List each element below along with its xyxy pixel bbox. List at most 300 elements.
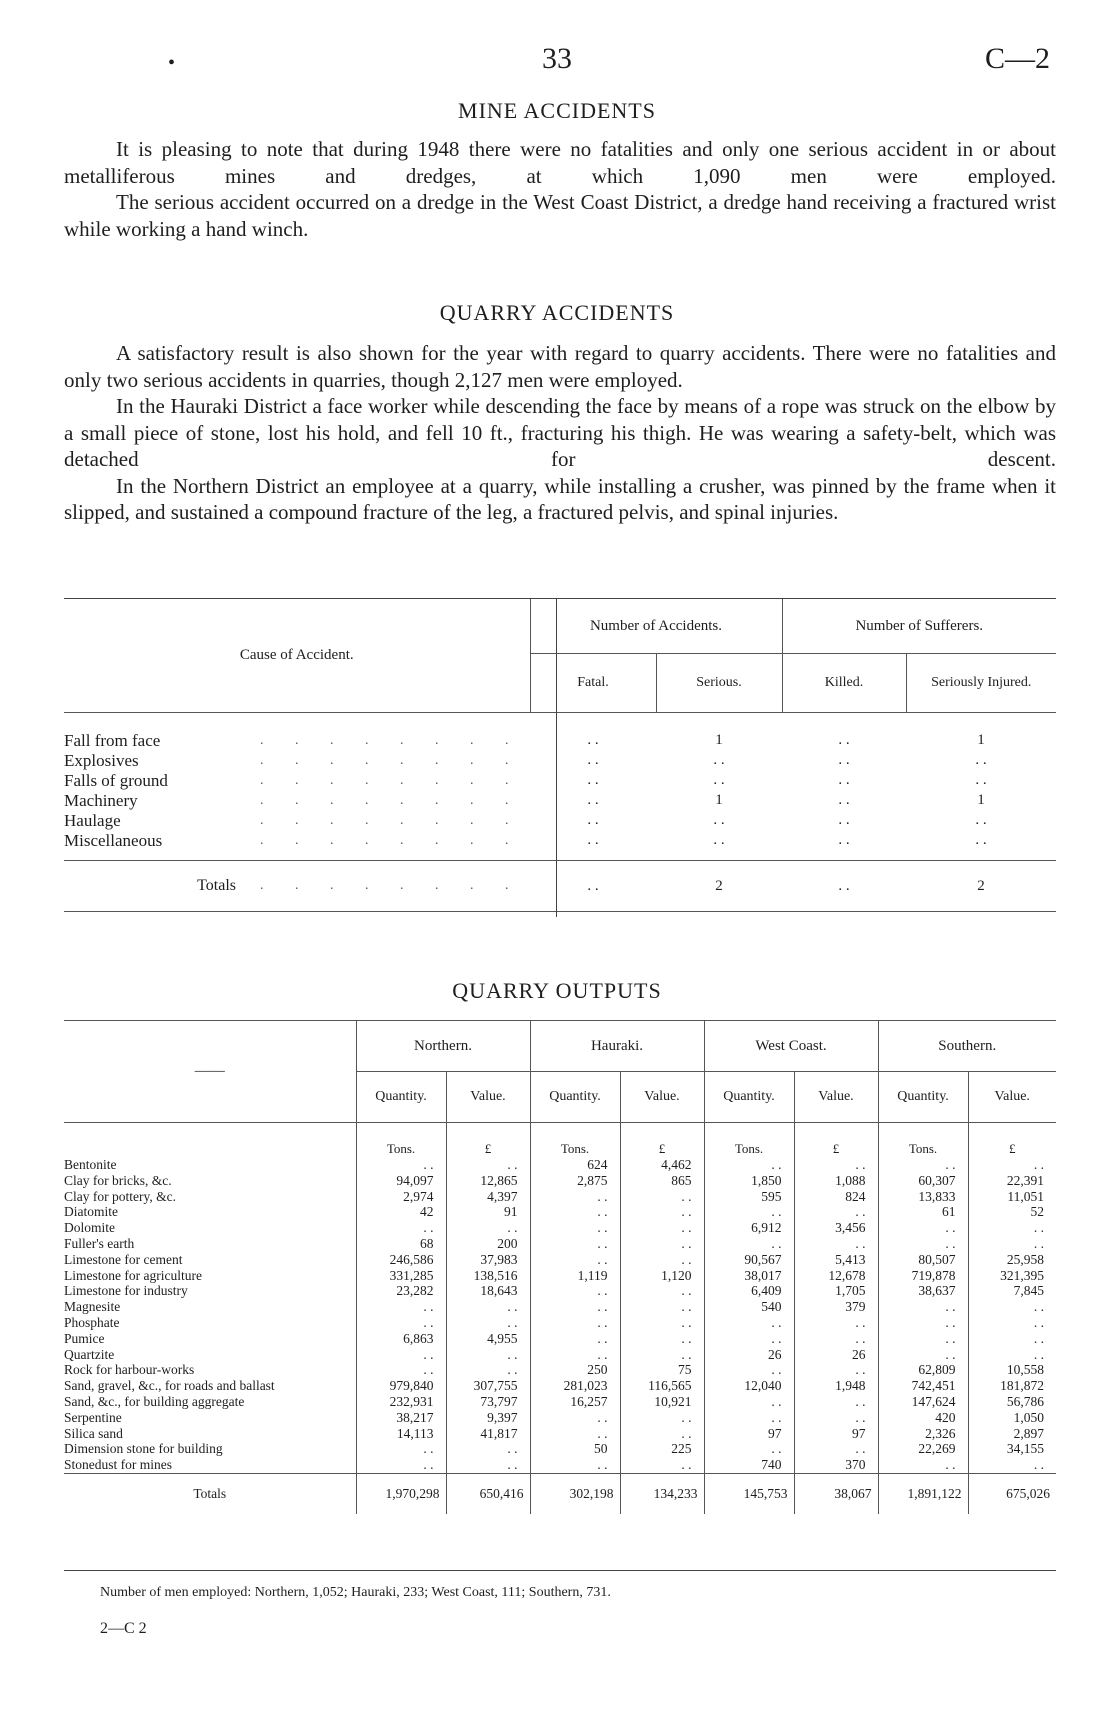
- cell: 719,878: [878, 1268, 968, 1284]
- cell: . .: [794, 1331, 878, 1347]
- signature-mark: 2—C 2: [100, 1620, 147, 1637]
- total-cell: 134,233: [620, 1473, 704, 1514]
- cell: 1,948: [794, 1378, 878, 1394]
- material-label: Limestone for agriculture: [64, 1268, 356, 1284]
- cause-label: Machinery: [64, 790, 138, 810]
- cell: 12,865: [446, 1173, 530, 1189]
- cell: . .: [530, 1283, 620, 1299]
- quantity-header: Quantity.: [878, 1072, 968, 1123]
- leader-dots: . . . . . . . .: [260, 878, 523, 893]
- region-header-hauraki: Hauraki.: [530, 1021, 704, 1072]
- cell: . .: [620, 1189, 704, 1205]
- cell: 52: [968, 1204, 1056, 1220]
- cause-label: Explosives: [64, 750, 139, 770]
- unit-pounds: £: [794, 1123, 878, 1158]
- cell: 595: [704, 1189, 794, 1205]
- cell: . .: [878, 1347, 968, 1363]
- column-rule: [556, 599, 557, 917]
- table-row: [64, 1410, 1056, 1426]
- region-header-southern: Southern.: [878, 1021, 1056, 1072]
- cell: . .: [620, 1426, 704, 1442]
- cell: 97: [794, 1426, 878, 1442]
- cell: 62,809: [878, 1362, 968, 1378]
- cell: 94,097: [396, 1172, 434, 1188]
- leader-dots: . . . . . . . .: [260, 792, 523, 808]
- cell: . .: [794, 1204, 878, 1220]
- cell: . .: [423, 1457, 434, 1473]
- table-row: [64, 1441, 1056, 1457]
- series-code: C—2: [984, 42, 1050, 75]
- cell: . .: [704, 1331, 794, 1347]
- cell: . .: [968, 1347, 1056, 1363]
- sufferers-group-header: Number of Sufferers.: [782, 599, 1056, 654]
- totals-row: [64, 861, 1056, 912]
- cell: 200: [446, 1236, 530, 1252]
- cell: 865: [620, 1173, 704, 1189]
- cell: 824: [794, 1189, 878, 1205]
- cell: 42: [420, 1204, 434, 1220]
- cell: . .: [968, 1220, 1056, 1236]
- cell: 1: [715, 732, 723, 748]
- cell: . .: [794, 1157, 878, 1173]
- killed-header: Killed.: [782, 654, 906, 713]
- cell: 4,397: [446, 1189, 530, 1205]
- cell: . .: [838, 792, 850, 808]
- cell: 11,051: [968, 1189, 1056, 1205]
- fatal-header: Fatal.: [577, 675, 609, 690]
- unit-tons: Tons.: [704, 1123, 794, 1158]
- cell: . .: [620, 1331, 704, 1347]
- leader-dots: . . . . . . . .: [260, 732, 523, 748]
- cell: . .: [620, 1347, 704, 1363]
- accident-table: [64, 599, 1056, 912]
- cell: . .: [968, 1299, 1056, 1315]
- cell: . .: [794, 1236, 878, 1252]
- material-label: Clay for pottery, &c.: [64, 1189, 356, 1205]
- cell: . .: [530, 1457, 620, 1473]
- corner-header: ——: [64, 1021, 356, 1123]
- cell: 6,409: [704, 1283, 794, 1299]
- table-row: [64, 1457, 1056, 1473]
- cell: 250: [530, 1362, 620, 1378]
- cell: . .: [794, 1394, 878, 1410]
- cell: . .: [446, 1299, 530, 1315]
- outputs-table: [64, 1020, 1056, 1514]
- cell: 23,282: [396, 1283, 434, 1299]
- cell: 5,413: [794, 1252, 878, 1268]
- cell: . .: [794, 1315, 878, 1331]
- cell: . .: [423, 1314, 434, 1330]
- region-header-northern: Northern.: [356, 1021, 530, 1072]
- cell: . .: [968, 1157, 1056, 1173]
- paragraph: The serious accident occurred on a dredge in the West Coast District, a dredge hand receiving a fractured wrist while working a hand winch.: [64, 190, 1056, 241]
- cell: . .: [530, 1299, 620, 1315]
- cell: . .: [587, 812, 599, 828]
- cell: 1,119: [530, 1268, 620, 1284]
- cell: 38,017: [704, 1268, 794, 1284]
- cell: 2: [715, 877, 723, 894]
- cell: 75: [620, 1362, 704, 1378]
- material-label: Silica sand: [64, 1426, 356, 1442]
- cell: . .: [446, 1220, 530, 1236]
- cell: . .: [704, 1315, 794, 1331]
- cell: . .: [794, 1441, 878, 1457]
- cell: . .: [587, 792, 599, 808]
- cell: 50: [530, 1441, 620, 1457]
- cell: . .: [878, 1220, 968, 1236]
- cell: 281,023: [530, 1378, 620, 1394]
- total-cell: 650,416: [446, 1473, 530, 1514]
- cell: . .: [838, 877, 850, 894]
- table-row: [64, 751, 1056, 771]
- totals-label: Totals: [64, 1473, 356, 1514]
- cell: 420: [878, 1410, 968, 1426]
- leader-dots: . . . . . . . .: [260, 772, 523, 788]
- material-label: Dimension stone for building: [64, 1441, 356, 1457]
- cell: 4,955: [446, 1331, 530, 1347]
- cell: 26: [794, 1347, 878, 1363]
- cell: . .: [975, 772, 987, 788]
- cell: . .: [530, 1315, 620, 1331]
- material-label: Diatomite: [64, 1204, 356, 1220]
- cell: 6,863: [403, 1330, 434, 1346]
- table-row: [64, 1283, 1056, 1299]
- cell: . .: [530, 1236, 620, 1252]
- cell: . .: [446, 1347, 530, 1363]
- table-row: [64, 1331, 1056, 1347]
- cell: 307,755: [446, 1378, 530, 1394]
- table-row: [64, 1220, 1056, 1236]
- cell: . .: [838, 752, 850, 768]
- cell: 246,586: [389, 1251, 434, 1267]
- cell: 7,845: [968, 1283, 1056, 1299]
- material-label: Magnesite: [64, 1299, 356, 1315]
- cell: 80,507: [878, 1252, 968, 1268]
- cell: . .: [968, 1315, 1056, 1331]
- unit-pounds: £: [446, 1123, 530, 1158]
- cell: 1,050: [968, 1410, 1056, 1426]
- cell: 60,307: [878, 1173, 968, 1189]
- cell: . .: [620, 1252, 704, 1268]
- cell: 73,797: [446, 1394, 530, 1410]
- value-header: Value.: [968, 1072, 1056, 1123]
- cell: 9,397: [446, 1410, 530, 1426]
- cell: 38,637: [878, 1283, 968, 1299]
- cell: . .: [530, 1410, 620, 1426]
- cell: 12,040: [704, 1378, 794, 1394]
- table-row: [64, 1315, 1056, 1331]
- cell: . .: [530, 1220, 620, 1236]
- cell: 97: [704, 1426, 794, 1442]
- cause-label: Falls of ground: [64, 770, 168, 790]
- table-row: [64, 1236, 1056, 1252]
- cell: . .: [446, 1362, 530, 1378]
- table-row: [64, 1189, 1056, 1205]
- cause-header: Cause of Accident.: [64, 599, 530, 713]
- cell: 116,565: [620, 1378, 704, 1394]
- paragraph: In the Northern District an employee at a quarry, while installing a crusher, was pinned by the frame when it slipped, and sustained a compound fracture of the leg, a fractured pelvis, and spinal injuries.: [64, 473, 1056, 524]
- cell: . .: [794, 1362, 878, 1378]
- cell: 25,958: [968, 1252, 1056, 1268]
- cell: 10,558: [968, 1362, 1056, 1378]
- quantity-header: Quantity.: [356, 1072, 446, 1123]
- cell: 742,451: [878, 1378, 968, 1394]
- cell: 10,921: [620, 1394, 704, 1410]
- cell: 2,897: [968, 1426, 1056, 1442]
- cell: 740: [704, 1457, 794, 1473]
- region-header-west-coast: West Coast.: [704, 1021, 878, 1072]
- cell: . .: [713, 772, 725, 788]
- cell: . .: [968, 1331, 1056, 1347]
- cell: 979,840: [389, 1378, 434, 1394]
- material-label: Dolomite: [64, 1220, 356, 1236]
- quantity-header: Quantity.: [704, 1072, 794, 1123]
- cell: 1: [715, 792, 723, 808]
- material-label: Limestone for industry: [64, 1283, 356, 1299]
- table-row: [64, 731, 1056, 751]
- cell: . .: [587, 772, 599, 788]
- cell: . .: [968, 1236, 1056, 1252]
- cell: . .: [620, 1410, 704, 1426]
- cell: . .: [968, 1457, 1056, 1473]
- cell: 1,120: [620, 1268, 704, 1284]
- cell: 540: [704, 1299, 794, 1315]
- value-header: Value.: [794, 1072, 878, 1123]
- material-label: Bentonite: [64, 1157, 356, 1173]
- table-row: [64, 1268, 1056, 1284]
- total-cell: 38,067: [794, 1473, 878, 1514]
- mine-accidents-text: [64, 136, 1056, 242]
- serious-header: Serious.: [656, 654, 782, 713]
- cell: 2,875: [530, 1173, 620, 1189]
- table-row: [64, 1204, 1056, 1220]
- table-row: [64, 1394, 1056, 1410]
- cell: 181,872: [968, 1378, 1056, 1394]
- cell: . .: [704, 1236, 794, 1252]
- total-cell: 302,198: [530, 1473, 620, 1514]
- cell: 3,456: [794, 1220, 878, 1236]
- table-row: [64, 1299, 1056, 1315]
- cell: 321,395: [968, 1268, 1056, 1284]
- cell: . .: [530, 1189, 620, 1205]
- cause-label: Miscellaneous: [64, 830, 163, 850]
- cell: 22,391: [968, 1173, 1056, 1189]
- cause-label: Haulage: [64, 810, 121, 830]
- cell: . .: [878, 1331, 968, 1347]
- material-label: Sand, gravel, &c., for roads and ballast: [64, 1378, 356, 1394]
- cell: . .: [587, 732, 599, 748]
- cell: . .: [704, 1394, 794, 1410]
- cell: . .: [704, 1204, 794, 1220]
- cell: . .: [704, 1441, 794, 1457]
- cell: . .: [423, 1299, 434, 1315]
- cell: . .: [446, 1441, 530, 1457]
- cell: . .: [704, 1410, 794, 1426]
- cell: . .: [713, 812, 725, 828]
- cell: 68: [420, 1235, 434, 1251]
- paragraph: It is pleasing to note that during 1948 there were no fatalities and only one serious accident in or about metalliferous mines and dredges, at which 1,090 men were employed.: [64, 137, 1056, 188]
- table-row: [64, 831, 1056, 851]
- material-label: Sand, &c., for building aggregate: [64, 1394, 356, 1410]
- material-label: Clay for bricks, &c.: [64, 1173, 356, 1189]
- cell: . .: [878, 1457, 968, 1473]
- cell: . .: [423, 1441, 434, 1457]
- cell: 2: [977, 877, 985, 894]
- cell: 90,567: [704, 1252, 794, 1268]
- unit-pounds: £: [620, 1123, 704, 1158]
- cell: . .: [587, 877, 599, 894]
- cell: . .: [620, 1299, 704, 1315]
- cell: 12,678: [794, 1268, 878, 1284]
- mine-accidents-heading: MINE ACCIDENTS: [458, 98, 656, 123]
- cell: 1,850: [704, 1173, 794, 1189]
- cell: 16,257: [530, 1394, 620, 1410]
- cell: 34,155: [968, 1441, 1056, 1457]
- leader-dots: . . . . . . . .: [260, 812, 523, 828]
- material-label: Serpentine: [64, 1410, 356, 1426]
- cell: 38,217: [396, 1409, 434, 1425]
- cell: . .: [620, 1315, 704, 1331]
- men-employed-note: Number of men employed: Northern, 1,052; Hauraki, 233; West Coast, 111; Southern, 731.: [100, 1585, 611, 1600]
- page-header: [0, 38, 1114, 78]
- cause-label: Fall from face: [64, 730, 161, 750]
- material-label: Stonedust for mines: [64, 1457, 356, 1473]
- cell: 331,285: [389, 1267, 434, 1283]
- cell: 37,983: [446, 1252, 530, 1268]
- leader-dots: . . . . . . . .: [260, 832, 523, 848]
- cell: . .: [704, 1362, 794, 1378]
- cell: 1: [977, 732, 985, 748]
- material-label: Rock for harbour-works: [64, 1362, 356, 1378]
- cell: . .: [530, 1204, 620, 1220]
- cell: 61: [878, 1204, 968, 1220]
- cell: . .: [794, 1410, 878, 1426]
- cell: 41,817: [446, 1426, 530, 1442]
- cell: . .: [704, 1157, 794, 1173]
- material-label: Phosphate: [64, 1315, 356, 1331]
- paragraph: A satisfactory result is also shown for the year with regard to quarry accidents. There were no fatalities and only two serious accidents in quarries, though 2,127 men were employed.: [64, 341, 1056, 392]
- cell: 4,462: [620, 1157, 704, 1173]
- cell: . .: [838, 772, 850, 788]
- cell: . .: [878, 1236, 968, 1252]
- quantity-header: Quantity.: [530, 1072, 620, 1123]
- accidents-group-header: Number of Accidents.: [530, 599, 782, 654]
- cell: 379: [794, 1299, 878, 1315]
- material-label: Fuller's earth: [64, 1236, 356, 1252]
- totals-label: Totals: [197, 877, 236, 894]
- totals-row: [64, 1473, 1056, 1514]
- table-row: [64, 1362, 1056, 1378]
- unit-pounds: £: [968, 1123, 1056, 1158]
- material-label: Pumice: [64, 1331, 356, 1347]
- cell: . .: [878, 1157, 968, 1173]
- cell: 232,931: [389, 1393, 434, 1409]
- cell: . .: [620, 1457, 704, 1473]
- unit-tons: Tons.: [386, 1141, 416, 1156]
- table-row: [64, 1173, 1056, 1189]
- cell: 2,974: [403, 1188, 434, 1204]
- cell: 18,643: [446, 1283, 530, 1299]
- total-cell: 675,026: [968, 1473, 1056, 1514]
- quarry-accidents-text: [64, 340, 1056, 526]
- cell: . .: [446, 1157, 530, 1173]
- cell: . .: [878, 1315, 968, 1331]
- table-row: [64, 1426, 1056, 1442]
- cell: 91: [446, 1204, 530, 1220]
- table-row: [64, 791, 1056, 811]
- value-header: Value.: [446, 1072, 530, 1123]
- table-bottom-rule: [64, 1570, 1056, 1571]
- cell: . .: [446, 1315, 530, 1331]
- cell: 370: [794, 1457, 878, 1473]
- cell: . .: [975, 832, 987, 848]
- cell: . .: [975, 752, 987, 768]
- cell: . .: [530, 1426, 620, 1442]
- cell: . .: [423, 1346, 434, 1362]
- cell: 138,516: [446, 1268, 530, 1284]
- cell: . .: [530, 1331, 620, 1347]
- cell: . .: [620, 1283, 704, 1299]
- page-mark: •: [168, 52, 176, 74]
- table-row: [64, 1157, 1056, 1173]
- cell: . .: [423, 1362, 434, 1378]
- cell: . .: [713, 832, 725, 848]
- cell: . .: [975, 812, 987, 828]
- cell: . .: [423, 1220, 434, 1236]
- cell: . .: [446, 1457, 530, 1473]
- table-row: [64, 771, 1056, 791]
- cell: 6,912: [704, 1220, 794, 1236]
- cell: 147,624: [878, 1394, 968, 1410]
- cell: . .: [620, 1220, 704, 1236]
- total-cell: 145,753: [704, 1473, 794, 1514]
- cell: . .: [587, 752, 599, 768]
- material-label: Limestone for cement: [64, 1252, 356, 1268]
- total-cell: 1,970,298: [356, 1473, 446, 1514]
- table-row: [64, 811, 1056, 831]
- value-header: Value.: [620, 1072, 704, 1123]
- cell: . .: [878, 1299, 968, 1315]
- cell: . .: [530, 1252, 620, 1268]
- cell: . .: [620, 1204, 704, 1220]
- cell: 13,833: [878, 1189, 968, 1205]
- cell: . .: [587, 832, 599, 848]
- page-number: 33: [542, 42, 572, 75]
- paragraph: In the Hauraki District a face worker while descending the face by means of a rope was struck on the elbow by a small piece of stone, lost his hold, and fell 10 ft., fracturing his thigh. He was wearing a safety-belt, which was detached for descent.: [64, 394, 1056, 471]
- cell: . .: [838, 732, 850, 748]
- quarry-accidents-heading: QUARRY ACCIDENTS: [439, 300, 675, 325]
- cell: 225: [620, 1441, 704, 1457]
- unit-tons: Tons.: [878, 1123, 968, 1158]
- injured-header: Seriously Injured.: [906, 654, 1056, 713]
- cell: . .: [838, 812, 850, 828]
- cell: . .: [838, 832, 850, 848]
- cell: 2,326: [878, 1426, 968, 1442]
- cell: . .: [530, 1347, 620, 1363]
- cell: . .: [423, 1157, 434, 1172]
- quarry-outputs-heading: QUARRY OUTPUTS: [452, 978, 662, 1003]
- table-row: [64, 1252, 1056, 1268]
- material-label: Quartzite: [64, 1347, 356, 1363]
- cell: 1,705: [794, 1283, 878, 1299]
- cell: . .: [713, 752, 725, 768]
- table-row: [64, 1347, 1056, 1363]
- cell: . .: [620, 1236, 704, 1252]
- cell: 26: [704, 1347, 794, 1363]
- cell: 1,088: [794, 1173, 878, 1189]
- cell: 14,113: [396, 1425, 434, 1441]
- cell: 22,269: [878, 1441, 968, 1457]
